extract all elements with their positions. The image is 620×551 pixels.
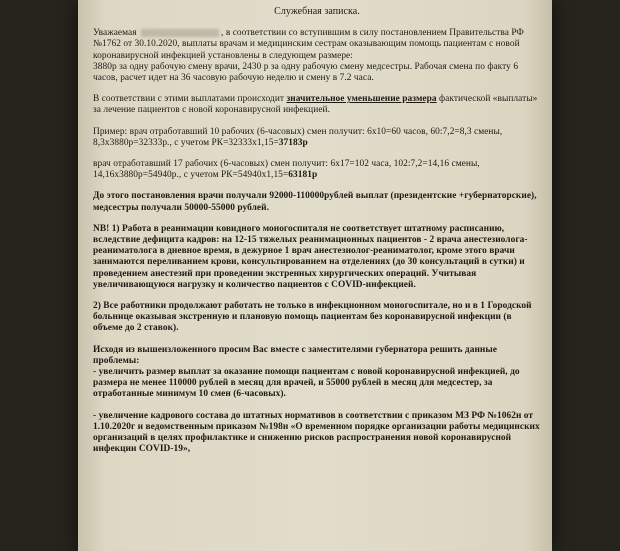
paragraph-reduction (93, 94, 541, 116)
paragraph-previous-payments: До этого постановления врачи получали 92000-110000рублей выплат (президентские +губернаторские), медсестры получали 50000-55000 рублей. (93, 191, 537, 213)
salutation: Уважаемая (93, 28, 137, 39)
request-item-1: - увеличить размер выплат за оказание помощи пациентам с новой коронавирусной инфекцией, до размера не менее 110000 рублей в месяц для врачей, и 55000 рублей в месяц для медсестер, за отработанные минимум 10 смен (6-часовых). (93, 367, 520, 400)
example2-calc: врач отработавший 17 рабочих (6-часовых) смен получит: 6х17=102 часа, 102:7,2=14,16 смены, 14,16х3880р=54940р., с учетом РК=54940х1,15= (93, 159, 480, 181)
example1-calc: Пример: врач отработавший 10 рабочих (6-часовых) смен получит: 6х10=60 часов, 60:7,2=8,3 смены, 8,3х3880р=32333р., с учетом РК=32333х1,15= (93, 126, 503, 148)
reduction-tail: фактической «выплаты» за лечение пациентов с новой коронавирусной инфекцией. (93, 94, 538, 116)
paragraph-rates: 3880р за одну рабочую смену врачи, 2430 р за одну рабочую смену медсестры. Рабочая смена по факту 6 часов, расчет идет на 36 часовую рабочую неделю и смену в 7.2 часа. (93, 61, 519, 84)
reduction-lead: В соответствии с этими выплатами происходит (93, 94, 287, 105)
redacted-name (141, 29, 219, 37)
memo-title: Служебная записка. (274, 6, 360, 17)
example-10-shifts (93, 127, 541, 149)
nb-point-1: NB! 1) Работа в реанимации ковидного моногоспиталя не соответствует штатному расписанию, вследствие дефицита кадров: на 12-15 тяжелых реанимационных пациентов - 2 врача анестезиолога-реаниматолога в дневное время, в дежурное 1 врач анестезиолог-реаниматолог, кроме этого врачи занимаются переливанием крови, консультированием на отделениях (до 30 консультаций в сутки) и проведением анестезий при проведении экстренных хирургических операций. Учитывая увеличивающуюся нагрузку и количество пациентов с COVID-инфекцией. (93, 223, 528, 290)
paragraph-intro (93, 28, 541, 62)
example-17-shifts (93, 159, 541, 181)
memo-sheet (78, 0, 552, 551)
request-item-2: - увеличение кадрового состава до штатных нормативов в соответствии с приказом МЗ РФ №1062н от 1.10.2020г и ведомственным приказом №198н «О временном порядке организации работы медицинских организаций в целях профилактике и снижению рисков распространения новой коронавирусной инфекции COVID-19», (93, 410, 540, 455)
example2-total: 63181р (288, 170, 318, 181)
memo-text (93, 6, 541, 456)
reduction-emphasis: значительное уменьшение размера (286, 94, 437, 105)
example1-total: 37183р (278, 137, 308, 148)
request-intro: Исходя из вышеизложенного просим Вас вместе с заместителями губернатора решить данные проблемы: (93, 344, 497, 366)
intro-rest: , в соответствии со вступившим в силу постановлением Правительства РФ №1762 от 30.10.2020, выплаты врачам и медицинским сестрам оказывающим помощь пациентам с новой коронавирусной инфекцией установлены в следующем размере: (93, 28, 524, 61)
nb-point-2: 2) Все работники продолжают работать не только в инфекционном моногоспитале, но и в 1 Городской больнице оказывая экстренную и плановую помощь пациентам без коронавирусной инфекции (в объеме до 2 ставок). (93, 301, 532, 334)
